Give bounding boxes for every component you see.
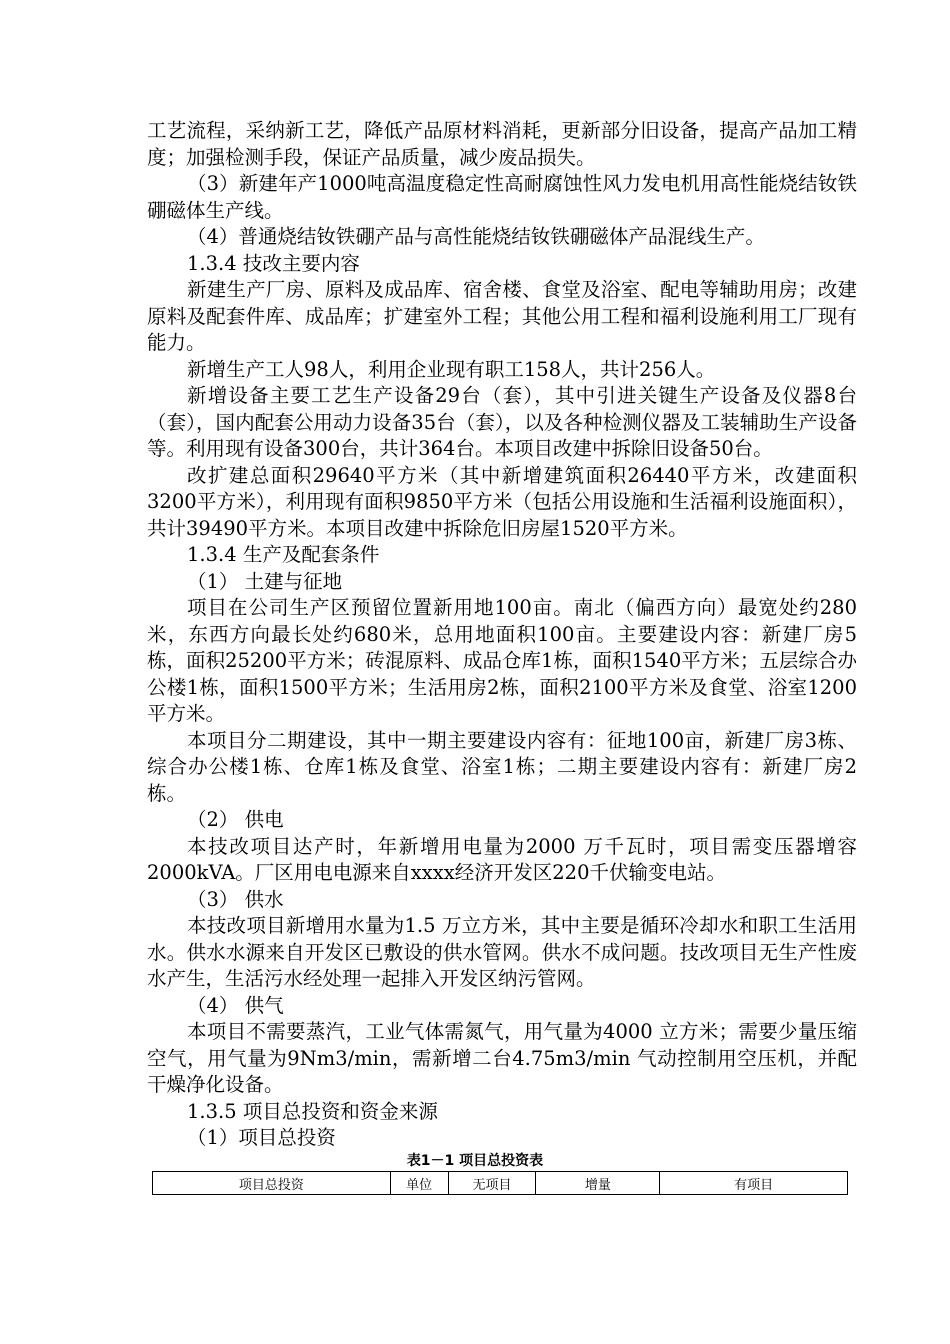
investment-table (152, 1171, 848, 1195)
table-header-cell: 有项目 (660, 1172, 848, 1195)
table-caption: 表1－1 项目总投资表 (406, 1153, 544, 1169)
paragraph: （4）普通烧结钕铁硼产品与高性能烧结钕铁硼磁体产品混线生产。 (187, 225, 765, 248)
paragraph: 改扩建总面积29640平方米（其中新增建筑面积26440平方米，改建面积3200平方米），利用现有面积9850平方米（包括公用设施和生活福利设施面积），共计39490平方米。本项目改建中拆除危旧房屋1520平方米。 (147, 463, 857, 540)
paragraph: 新增生产工人98人，利用企业现有职工158人，共计256人。 (187, 357, 716, 381)
paragraph: 本技改项目达产时，年新增用电量为2000 万千瓦时，项目需变压器增容2000kVA。厂区用电电源来自xxxx经济开发区220千伏输变电站。 (147, 834, 857, 884)
paragraph: 本项目不需要蒸汽，工业气体需氮气，用气量为4000 立方米；需要少量压缩空气，用气量为9Nm3/min，需新增二台4.75m3/min 气动控制用空压机，并配干燥净化设备。 (147, 1020, 857, 1096)
subsection-heading: （1）项目总投资 (187, 1126, 336, 1149)
paragraph: 工艺流程，采纳新工艺，降低产品原材料消耗，更新部分旧设备，提高产品加工精度；加强检测手段，保证产品质量，减少废品损失。 (147, 119, 857, 169)
subsection-heading: （4） 供气 (187, 993, 284, 1017)
paragraph: 新建生产厂房、原料及成品库、宿舍楼、食堂及浴室、配电等辅助用房；改建原料及配套件库、成品库；扩建室外工程；其他公用工程和福利设施利用工厂现有能力。 (147, 278, 857, 354)
paragraph: （3）新建年产1000吨高温度稳定性高耐腐蚀性风力发电机用高性能烧结钕铁硼磁体生产线。 (147, 172, 857, 222)
table-header-cell: 无项目 (448, 1172, 536, 1195)
body-text (147, 118, 857, 1152)
table-header-cell: 单位 (390, 1172, 448, 1195)
subsection-heading: （1） 土建与征地 (187, 569, 343, 593)
table-header-cell: 项目总投资 (153, 1172, 391, 1195)
table-header-row (153, 1172, 848, 1195)
section-heading: 1.3.5 项目总投资和资金来源 (187, 1099, 438, 1123)
paragraph: 项目在公司生产区预留位置新用地100亩。南北（偏西方向）最宽处约280米，东西方向最长处约680米，总用地面积100亩。主要建设内容：新建厂房5栋，面积25200平方米；砖混原料、成品仓库1栋，面积1540平方米；五层综合办公楼1栋，面积1500平方米；生活用房2栋，面积2100平方米及食堂、浴室1200平方米。 (147, 596, 857, 725)
subsection-heading: （2） 供电 (187, 808, 284, 831)
paragraph: 本项目分二期建设，其中一期主要建设内容有：征地100亩，新建厂房3栋、综合办公楼1栋、仓库1栋及食堂、浴室1栋；二期主要建设内容有：新建厂房2栋。 (147, 728, 857, 805)
paragraph: 新增设备主要工艺生产设备29台（套），其中引进关键生产设备及仪器8台（套），国内配套公用动力设备35台（套），以及各种检测仪器及工装辅助生产设备等。利用现有设备300台，共计364台。本项目改建中拆除旧设备50台。 (147, 384, 857, 460)
paragraph: 本技改项目新增用水量为1.5 万立方米，其中主要是循环冷却水和职工生活用水。供水水源来自开发区已敷设的供水管网。供水不成问题。技改项目无生产性废水产生，生活污水经处理一起排入开发区纳污管网。 (147, 914, 857, 990)
table-header-cell: 增量 (536, 1172, 660, 1195)
section-heading: 1.3.4 技改主要内容 (187, 251, 360, 275)
section-heading: 1.3.4 生产及配套条件 (187, 543, 380, 566)
subsection-heading: （3） 供水 (187, 887, 284, 911)
